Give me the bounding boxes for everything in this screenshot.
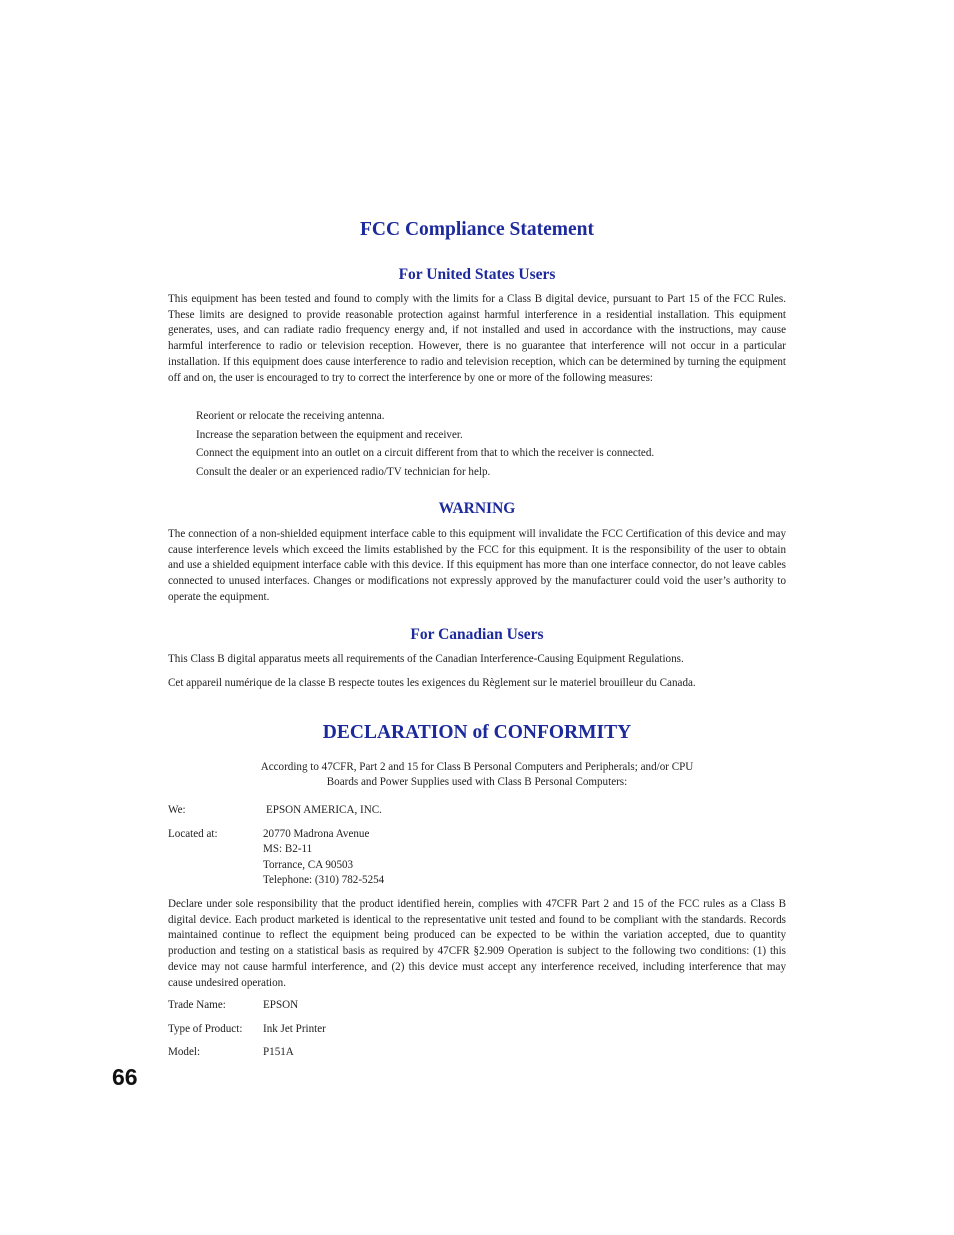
model-label: Model: <box>168 1046 201 1058</box>
we-value: EPSON AMERICA, INC. <box>266 804 382 816</box>
product-type-value: Ink Jet Printer <box>263 1023 326 1035</box>
declaration-intro-line: According to 47CFR, Part 2 and 15 for Class B Personal Computers and Peripherals; and/or CPU <box>260 761 694 773</box>
declaration-title: DECLARATION of CONFORMITY <box>322 722 632 743</box>
measure-item: Increase the separation between the equipment and receiver. <box>196 429 463 441</box>
fcc-title: FCC Compliance Statement <box>360 219 594 240</box>
trade-name-label: Trade Name: <box>168 999 226 1011</box>
canadian-users-heading: For Canadian Users <box>410 626 544 643</box>
declare-paragraph: Declare under sole responsibility that the product identified herein, complies with 47CFR Part 2 and 15 of the FCC rules as a Class B digital device. Each product marketed is identical to the representative unit tested and found to be compliant with the standards. Records maintained continue to reflect the equipment being produced can be expected to be within the variation accepted, due to quantity production and testing on a statistical basis as required by 47CFR §2.909 Operation is subject to the following two conditions: (1) this device may not cause harmful interference, and (2) this device must accept any interference received, including interference that may cause undesired operation. <box>168 898 786 989</box>
canadian-statement-en: This Class B digital apparatus meets all requirements of the Canadian Interference-Causing Equipment Regulations. <box>168 653 684 665</box>
declaration-intro-line: Boards and Power Supplies used with Class B Personal Computers: <box>326 776 628 788</box>
measure-item: Connect the equipment into an outlet on a circuit different from that to which the receiver is connected. <box>196 447 655 459</box>
us-users-heading: For United States Users <box>398 266 556 283</box>
canadian-statement-fr: Cet appareil numérique de la classe B respecte toutes les exigences du Règlement sur le materiel brouilleur du Canada. <box>168 677 696 689</box>
address-line: MS: B2-11 <box>263 843 313 855</box>
model-value: P151A <box>263 1046 294 1058</box>
page-number: 66 <box>112 1064 138 1090</box>
address-line: Telephone: (310) 782-5254 <box>263 874 385 886</box>
warning-paragraph: The connection of a non-shielded equipment interface cable to this equipment will invalidate the FCC Certification of this device and may cause interference levels which exceed the limits established by the FCC for this equipment. It is the responsibility of the user to obtain and use a shielded equipment interface cable with this device. If this equipment has more than one interface connector, do not leave cables connected to unused interfaces. Changes or modifications not expressly approved by the manufacturer could void the user’s authority to operate the equipment. <box>168 528 786 603</box>
measure-item: Reorient or relocate the receiving antenna. <box>196 410 385 422</box>
address-line: 20770 Madrona Avenue <box>263 828 370 840</box>
product-type-label: Type of Product: <box>168 1023 243 1035</box>
located-label: Located at: <box>168 828 218 840</box>
trade-name-value: EPSON <box>263 999 299 1011</box>
measure-item: Consult the dealer or an experienced radio/TV technician for help. <box>196 466 491 478</box>
warning-heading: WARNING <box>438 500 516 517</box>
we-label: We: <box>168 804 186 816</box>
us-users-paragraph: This equipment has been tested and found to comply with the limits for a Class B digital device, pursuant to Part 15 of the FCC Rules. These limits are designed to provide reasonable protection against harmful interference in a residential installation. This equipment generates, uses, and can radiate radio frequency energy and, if not installed and used in accordance with the instructions, may cause harmful interference to radio or television reception. However, there is no guarantee that interference will not occur in a particular installation. If this equipment does cause interference to radio and television reception, which can be determined by turning the equipment off and on, the user is encouraged to try to correct the interference by one or more of the following measures: <box>168 293 786 384</box>
address-line: Torrance, CA 90503 <box>263 859 354 871</box>
